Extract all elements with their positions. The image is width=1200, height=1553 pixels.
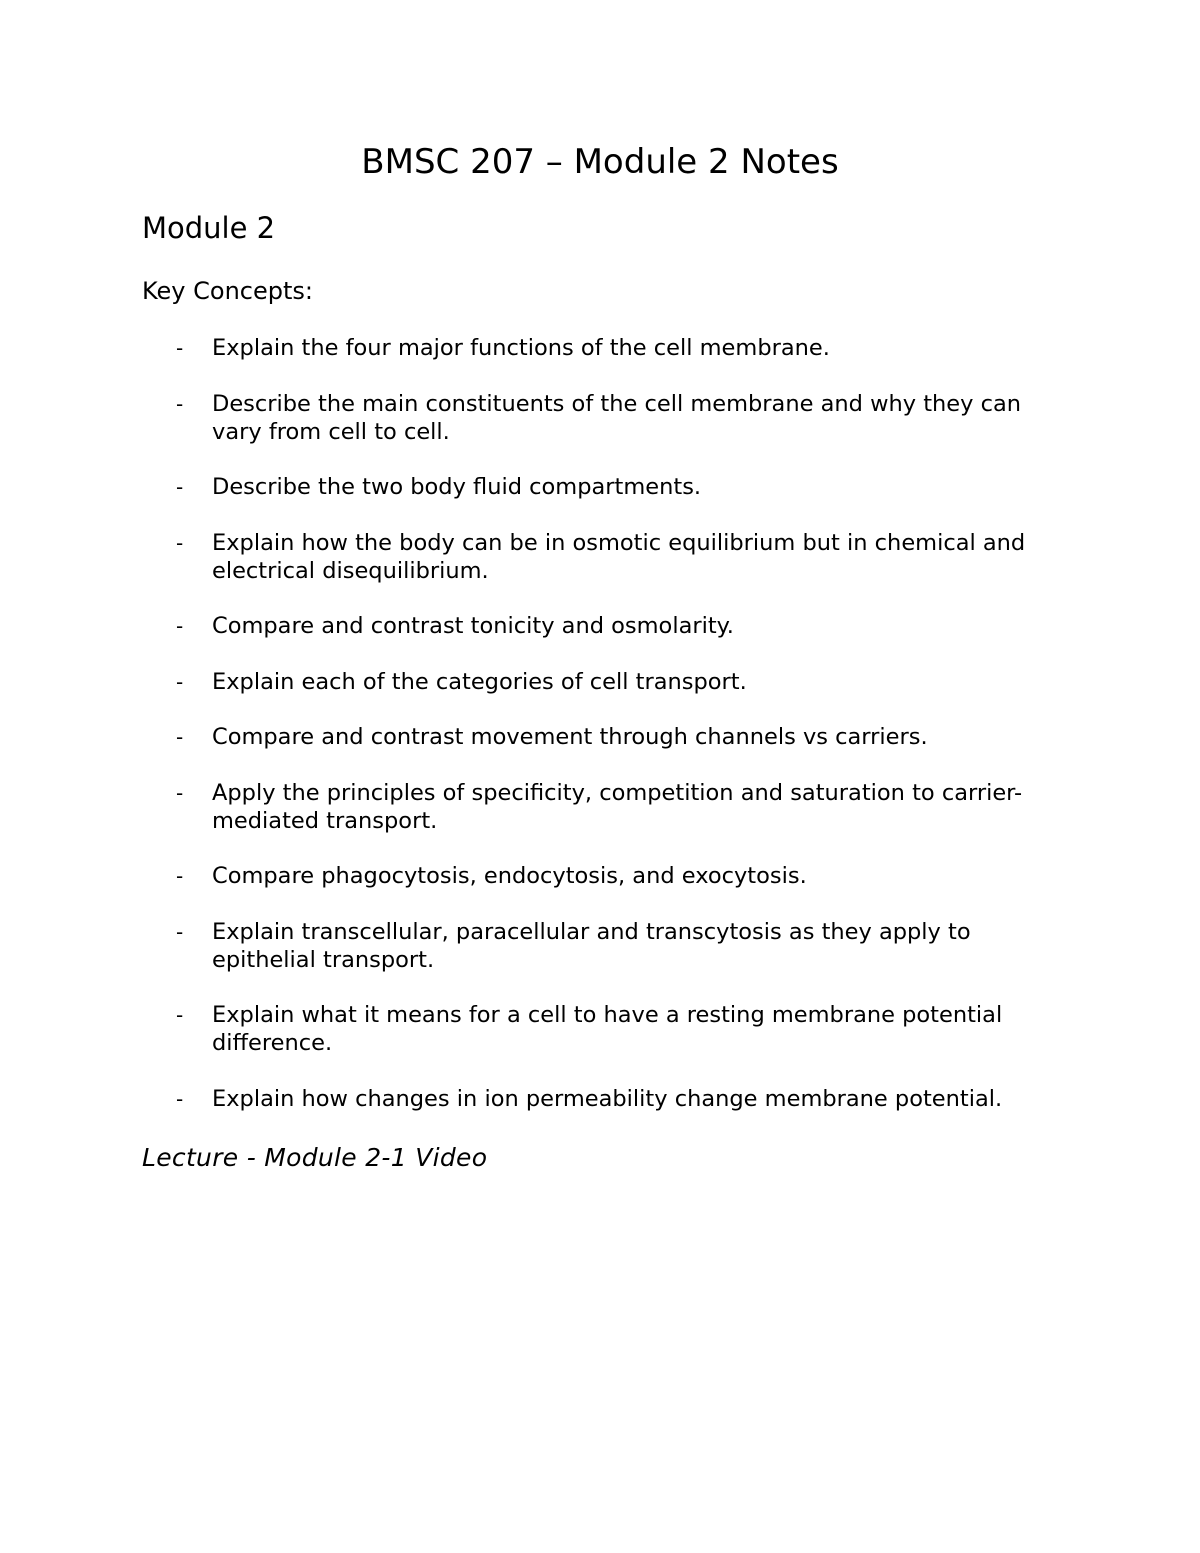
module-heading: Module 2 [142,211,276,245]
bullet-dash: - [176,614,184,638]
key-concept-text: Compare and contrast tonicity and osmolarity. [212,613,734,639]
key-concept-text: Explain what it means for a cell to have a resting membrane potential difference. [212,1002,1003,1056]
key-concept-item [142,1001,1072,1057]
key-concept-text: Compare phagocytosis, endocytosis, and exocytosis. [212,863,807,889]
bullet-dash: - [176,919,184,944]
bullet-dash: - [176,1003,184,1027]
key-concept-text: Explain each of the categories of cell transport. [212,668,747,695]
key-concept-item [142,473,1072,501]
bullet-dash: - [176,391,184,416]
bullet-dash: - [176,780,184,805]
key-concept-item [142,723,1072,751]
key-concepts-list [142,334,1072,1140]
key-concept-text: Explain the four major functions of the cell membrane. [212,335,830,361]
bullet-dash: - [176,336,184,360]
bullet-dash: - [176,1086,184,1111]
key-concept-item [142,334,1072,362]
key-concept-text: Explain how changes in ion permeability change membrane potential. [212,1085,1003,1112]
lecture-heading: Lecture - Module 2-1 Video [142,1143,488,1172]
key-concept-text: Describe the two body fluid compartments. [212,474,702,500]
key-concept-item [142,918,1072,974]
key-concept-item [142,779,1072,835]
bullet-dash: - [176,530,184,555]
bullet-dash: - [176,864,184,888]
key-concept-item [142,1085,1072,1113]
key-concept-text: Compare and contrast movement through channels vs carriers. [212,724,928,750]
key-concept-item [142,612,1072,640]
bullet-dash: - [176,475,184,499]
key-concept-item [142,529,1072,585]
key-concept-item [142,390,1072,446]
document-title: BMSC 207 – Module 2 Notes [361,142,839,182]
key-concepts-heading: Key Concepts: [142,277,313,305]
key-concept-text: Apply the principles of specificity, competition and saturation to carrier-mediated transport. [212,779,1023,834]
key-concept-text: Explain transcellular, paracellular and transcytosis as they apply to epithelial transport. [212,918,971,973]
key-concept-item [142,668,1072,696]
bullet-dash: - [176,725,184,749]
key-concept-item [142,862,1072,890]
key-concept-text: Describe the main constituents of the cell membrane and why they can vary from cell to cell. [212,390,1022,445]
bullet-dash: - [176,669,184,694]
key-concept-text: Explain how the body can be in osmotic equilibrium but in chemical and electrical disequilibrium. [212,529,1026,584]
